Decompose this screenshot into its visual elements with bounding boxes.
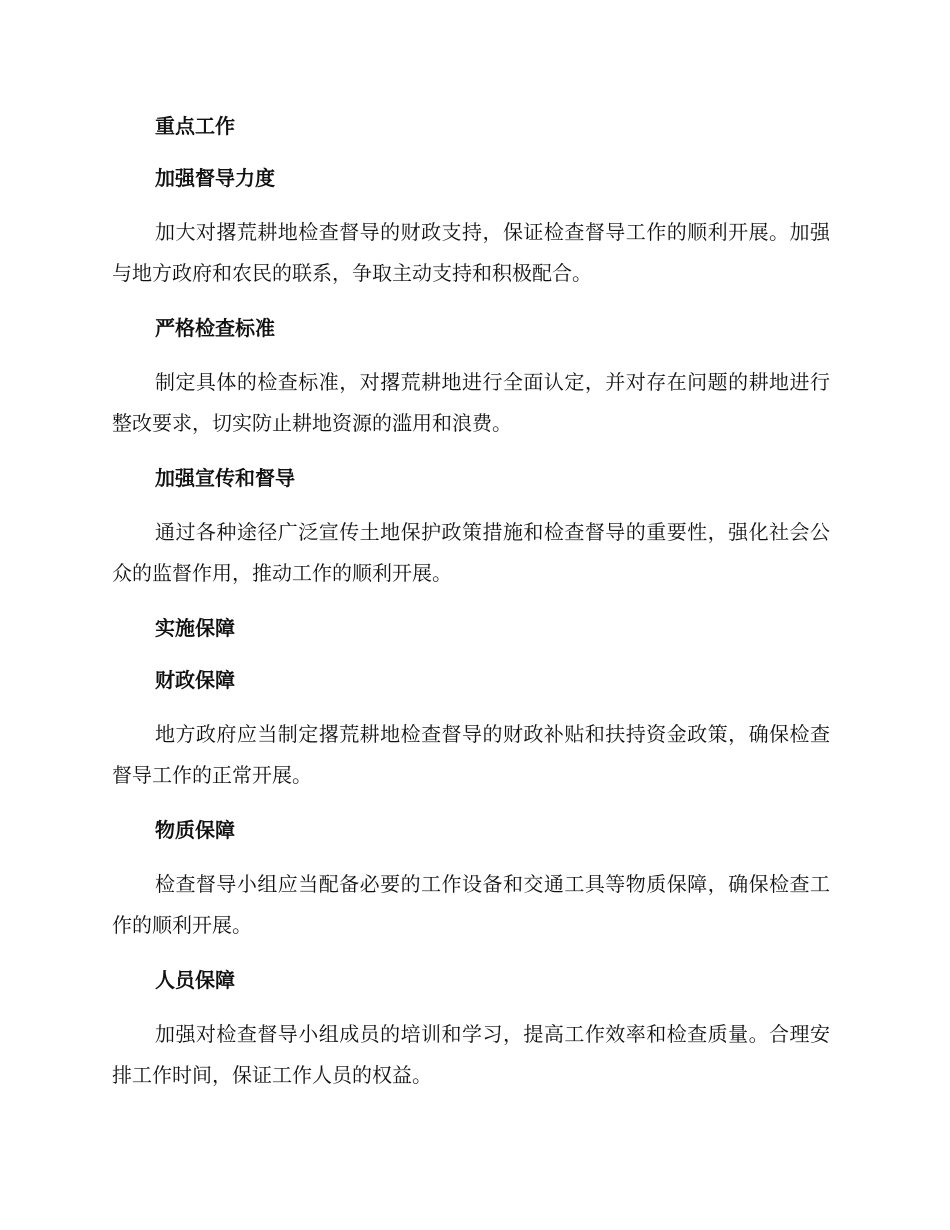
paragraph-financial-guarantee: 地方政府应当制定撂荒耕地检查督导的财政补贴和扶持资金政策，确保检查督导工作的正常开展。 <box>112 722 830 787</box>
paragraph-strengthen-supervision: 加大对撂荒耕地检查督导的财政支持，保证检查督导工作的顺利开展。加强与地方政府和农民的联系，争取主动支持和积极配合。 <box>112 220 830 285</box>
paragraph-material-guarantee: 检查督导小组应当配备必要的工作设备和交通工具等物质保障，确保检查工作的顺利开展。 <box>112 872 830 937</box>
document-body <box>112 108 830 1112</box>
section-heading-implementation-guarantee: 实施保障 <box>155 616 235 640</box>
subsection-heading-strengthen-supervision: 加强督导力度 <box>155 166 275 190</box>
subsection-heading-financial-guarantee: 财政保障 <box>155 668 235 692</box>
paragraph-personnel-guarantee: 加强对检查督导小组成员的培训和学习，提高工作效率和检查质量。合理安排工作时间，保证工作人员的权益。 <box>112 1022 830 1087</box>
paragraph-publicity: 通过各种途径广泛宣传土地保护政策措施和检查督导的重要性，强化社会公众的监督作用，推动工作的顺利开展。 <box>112 520 830 585</box>
subsection-heading-strict-standards: 严格检查标准 <box>155 316 275 340</box>
subsection-heading-personnel-guarantee: 人员保障 <box>155 968 235 992</box>
paragraph-strict-standards: 制定具体的检查标准，对撂荒耕地进行全面认定，并对存在问题的耕地进行整改要求，切实防止耕地资源的滥用和浪费。 <box>112 370 830 435</box>
section-heading-key-work: 重点工作 <box>155 114 235 138</box>
subsection-heading-material-guarantee: 物质保障 <box>155 818 235 842</box>
subsection-heading-publicity: 加强宣传和督导 <box>155 466 295 490</box>
